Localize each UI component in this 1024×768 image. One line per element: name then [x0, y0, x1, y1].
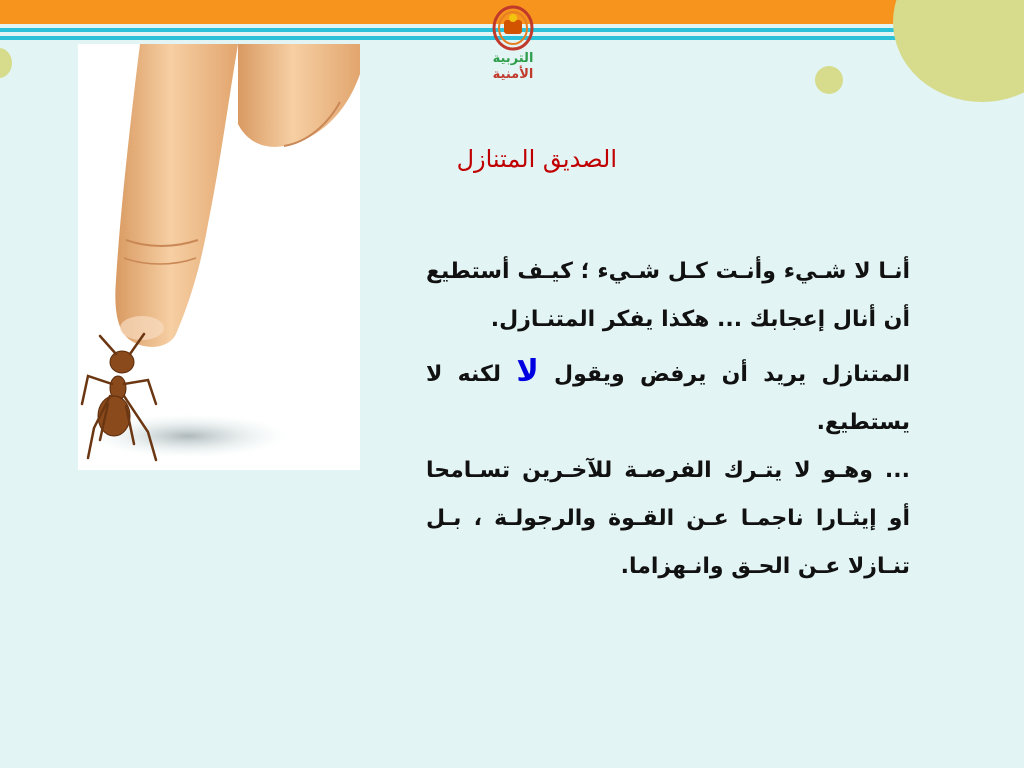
slide-body	[426, 248, 910, 591]
slide-title: الصديق المتنازل	[456, 145, 617, 173]
logo-emblem	[486, 4, 540, 82]
paragraph-2-before: المتنازل يريد أن يرفض ويقول	[538, 362, 911, 387]
paragraph-1: أنـا لا شـيء وأنـت كـل شـيء ؛ كيـف أستطيع أن أنال إعجابك ... هكذا يفكر المتنـازل.	[426, 259, 910, 332]
paragraph-2-after: لكنه لا يستطيع.	[426, 362, 910, 435]
svg-text:التربية: التربية	[492, 51, 534, 66]
decorative-circle-left	[0, 48, 12, 78]
svg-text:الأمنية: الأمنية	[492, 67, 534, 82]
decorative-circle-large	[893, 0, 1024, 102]
paragraph-2	[426, 348, 910, 447]
finger-ant-illustration	[78, 44, 360, 470]
decorative-circle-small	[815, 66, 843, 94]
paragraph-3: ... وهـو لا يتـرك الفرصـة للآخـرين تسـامحا أو إيثـارا ناجمـا عـن القـوة والرجولـة ، بـل تنـازلا عـن الحـق وانـهزاما.	[426, 458, 910, 579]
accent-word-no: لا	[516, 354, 539, 389]
